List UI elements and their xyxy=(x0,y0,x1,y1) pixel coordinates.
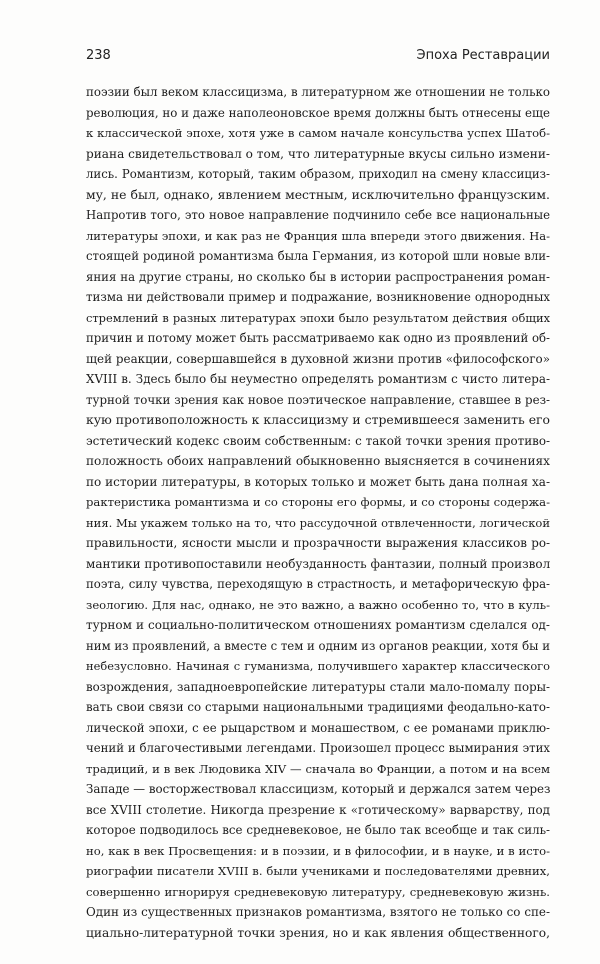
text-line: ния. Мы укажем только на то, что рассудочной отвлеченности, логической xyxy=(86,515,550,530)
text-line: кую противоположность к классицизму и стремившееся заменить его xyxy=(86,412,550,427)
text-line: щей реакции, совершавшейся в духовной жизни против «философского» xyxy=(86,351,550,366)
text-line: правильности, ясности мысли и прозрачности выражения классиков ро- xyxy=(86,536,550,550)
text-line: ним из проявлений, а вместе с тем и одним из органов реакции, хотя бы и xyxy=(86,638,550,653)
text-line: риана свидетельствовал о том, что литературные вкусы сильно измени- xyxy=(86,146,550,161)
text-line: мантики противопоставили необузданность фантазии, полный произвол xyxy=(86,556,550,571)
page-number: 238 xyxy=(86,48,111,63)
text-line: причин и потому может быть рассматриваемо как одно из проявлений об- xyxy=(86,331,550,345)
text-line: циально-литературной точки зрения, но и как явления общественного, xyxy=(86,925,550,940)
text-line: революция, но и даже наполеоновское время должны быть отнесены еще xyxy=(86,105,550,120)
text-line: эстетический кодекс своим собственным: с такой точки зрения противо- xyxy=(86,433,550,448)
text-line: турном и социально-политическом отношениях романтизм сделался од- xyxy=(86,618,550,632)
text-line: небезусловно. Начиная с гуманизма, получившего характер классического xyxy=(86,659,550,673)
text-line: но, как в век Просвещения: и в поэзии, и в философии, и в науке, и в исто- xyxy=(86,843,550,858)
text-line: чений и благочестивыми легендами. Произошел процесс вымирания этих xyxy=(86,741,550,755)
text-line: к классической эпохе, хотя уже в самом начале консульства успех Шатоб- xyxy=(86,126,550,140)
text-line: традиций, и в век Людовика XIV — сначала во Франции, а потом и на всем xyxy=(86,761,550,776)
text-line: яния на другие страны, но сколько бы в истории распространения роман- xyxy=(86,269,550,284)
text-line: по истории литературы, в которых только и может быть дана полная ха- xyxy=(86,474,550,489)
body-text xyxy=(86,82,550,964)
text-line: лись. Романтизм, который, таким образом, приходил на смену классициз- xyxy=(86,167,550,181)
text-line: Напротив того, это новое направление подчинило себе все национальные xyxy=(86,208,550,222)
text-line: литературы эпохи, и как раз не Франция шла впереди этого движения. На- xyxy=(86,228,550,243)
text-line: лической эпохи, с ее рыцарством и монашеством, с ее романами приклю- xyxy=(86,720,550,735)
text-line: Западе — восторжествовал классицизм, который и держался затем через xyxy=(86,782,550,796)
text-line: стоящей родиной романтизма была Германия, из которой шли новые вли- xyxy=(86,249,550,263)
text-line: все XVIII столетие. Никогда презрение к «готическому» варварству, под xyxy=(86,802,550,817)
text-line: XVIII в. Здесь было бы неуместно определять романтизм с чисто литера- xyxy=(86,372,550,386)
running-title: Эпоха Реставрации xyxy=(416,48,550,63)
text-line: турной точки зрения как новое поэтическое направление, ставшее в рез- xyxy=(86,392,550,407)
text-line: риографии писатели XVIII в. были учениками и последователями древних, xyxy=(86,864,550,878)
text-line xyxy=(86,943,550,964)
text-line: которое подводилось все средневековое, не было так всеобще и так силь- xyxy=(86,823,550,837)
text-line: рактеристика романтизма и со стороны его формы, и со стороны содержа- xyxy=(86,495,550,509)
text-line: тизма ни действовали пример и подражание, возникновение однородных xyxy=(86,290,550,304)
text-line: положность обоих направлений обыкновенно выясняется в сочинениях xyxy=(86,454,550,468)
text-line: поэзии был веком классицизма, в литературном же отношении не только xyxy=(86,85,550,99)
text-line: Один из существенных признаков романтизма, взятого не только со спе- xyxy=(86,905,550,919)
text-line: вать свои связи со старыми национальными традициями феодально-като- xyxy=(86,700,550,714)
text-line: зеологию. Для нас, однако, не это важно, а важно особенно то, что в куль- xyxy=(86,597,550,612)
running-header xyxy=(86,48,550,68)
text-line: возрождения, западноевропейские литературы стали мало-помалу поры- xyxy=(86,679,550,694)
text-line: совершенно игнорируя средневековую литературу, средневековую жизнь. xyxy=(86,884,550,899)
text-line: му, не был, однако, явлением местным, исключительно французским. xyxy=(86,186,550,202)
text-line: поэта, силу чувства, переходящую в страстность, и метафорическую фра- xyxy=(86,577,550,591)
text-line: стремлений в разных литературах эпохи было результатом действия общих xyxy=(86,310,550,325)
